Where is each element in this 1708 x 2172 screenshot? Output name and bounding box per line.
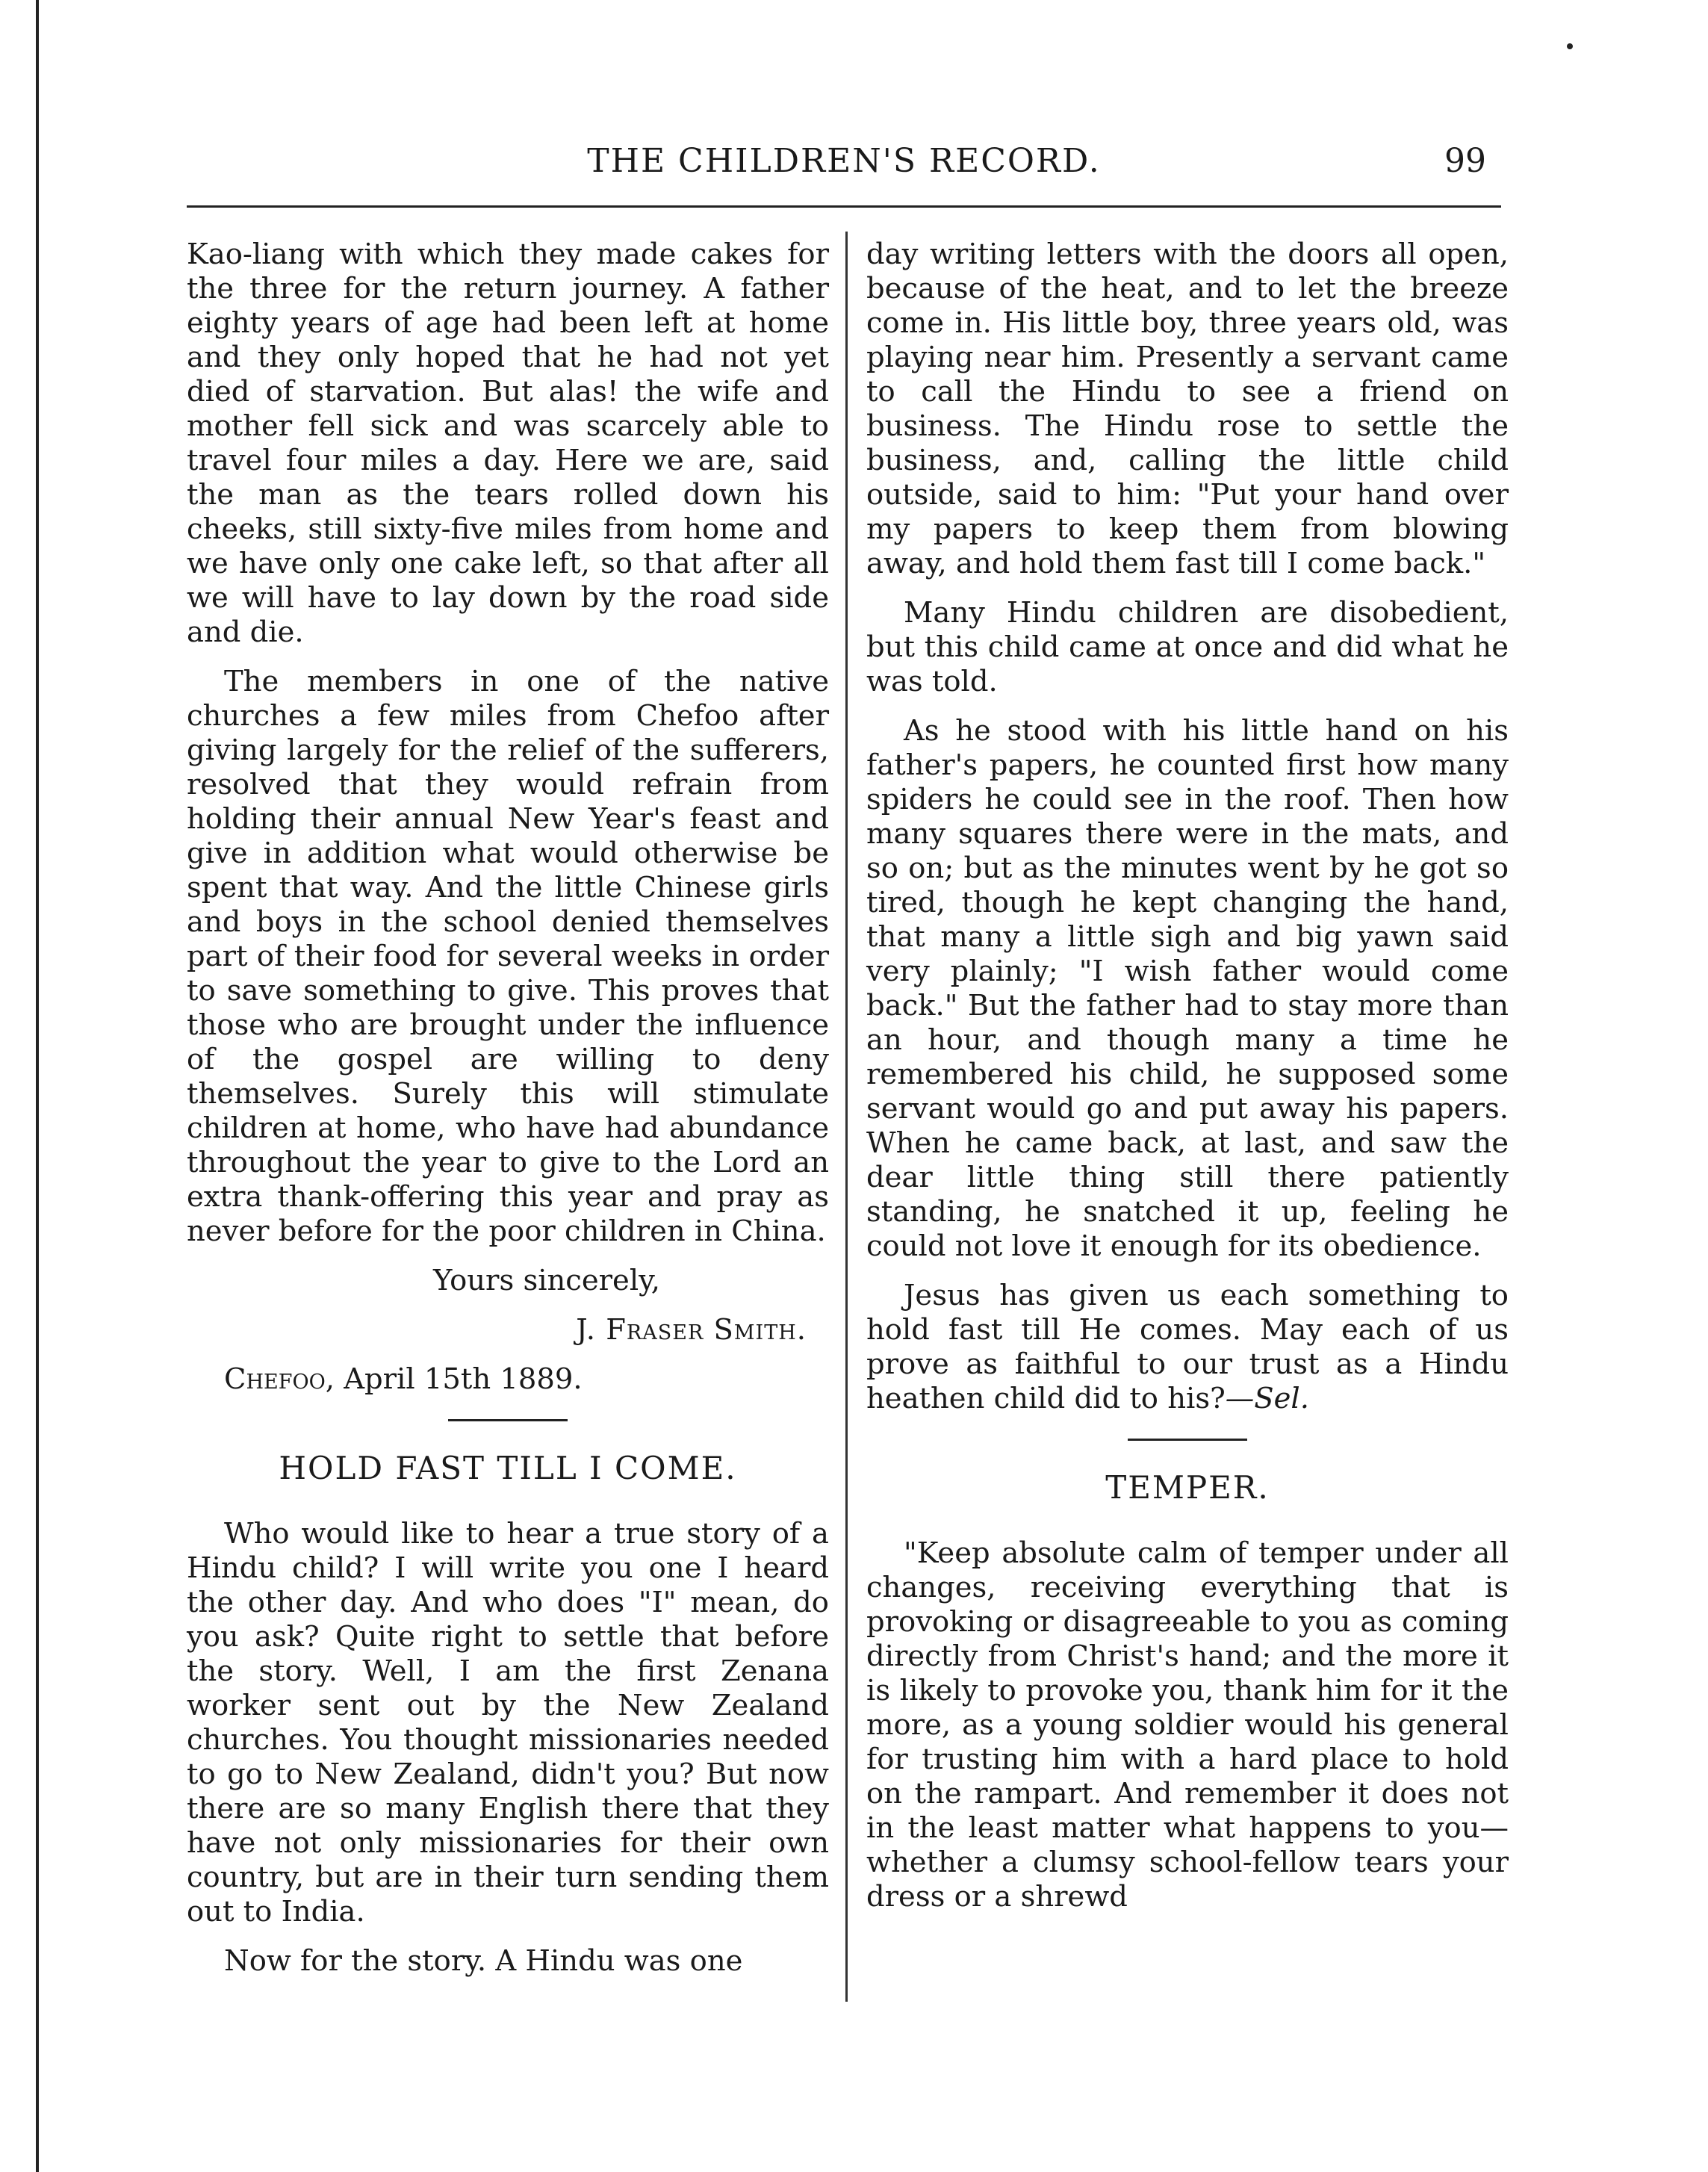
letter-closing: Yours sincerely,	[433, 1264, 661, 1297]
paragraph: Many Hindu children are disobedient, but this child came at once and did what he was told.	[866, 596, 1509, 698]
section-title: HOLD FAST TILL I COME.	[279, 1450, 737, 1486]
running-title: THE CHILDREN'S RECORD.	[587, 142, 1101, 180]
section-rule	[1128, 1439, 1247, 1441]
section-title: TEMPER.	[1105, 1469, 1270, 1506]
paragraph: Kao-liang with which they made cakes for the three for the return journey. A father eighty years of age had been left at home and they only hoped that he had not yet died of starvation. But alas! the wife and mother fell sick and was scarcely able to travel four miles a day. Here we are, said the man as the tears rolled down his cheeks, still sixty-five miles from home and we have only one cake left, so that after all we will have to lay down by the road side and die.	[187, 238, 829, 649]
column-divider	[845, 232, 848, 2002]
paragraph: day writing letters with the doors all open, because of the heat, and to let the breeze come in. His little boy, three years old, was playing near him. Presently a servant came to call the Hindu to see a friend on business. The Hindu rose to settle the business, and, calling the little child outside, said to him: "Put your hand over my papers to keep them from blowing away, and hold them fast till I come back."	[866, 238, 1509, 580]
left-column	[187, 238, 829, 1993]
section-rule	[448, 1419, 568, 1421]
place-name: Chefoo,	[224, 1362, 335, 1396]
paragraph-text: Jesus has given us each something to hold fast till He comes. May each of us prove as faithful to our trust as a Hindu heathen child did to his?	[866, 1279, 1509, 1415]
paragraph	[866, 1279, 1509, 1416]
paragraph: "Keep absolute calm of temper under all changes, receiving everything that is provoking or disagreeable to you as coming directly from Christ's hand; and the more it is likely to provoke you, thank him for it the more, as a young soldier would his general for trusting him with a hard place to hold on the rampart. And remember it does not in the least matter what happens to you—whether a clumsy school-fellow tears your dress or a shrewd	[866, 1536, 1509, 1914]
header-rule	[187, 205, 1501, 208]
paragraph: Now for the story. A Hindu was one	[224, 1944, 743, 1978]
page-header	[187, 142, 1501, 187]
letter-signature: J. Fraser Smith.	[576, 1313, 807, 1347]
right-column	[866, 238, 1509, 1929]
speck-mark	[1567, 43, 1573, 49]
paragraph: As he stood with his little hand on his father's papers, he counted first how many spiders he could see in the roof. Then how many squares there were in the mats, and so on; but as the minutes went by he got so tired, though he kept changing the hand, that many a little sigh and big yawn said very plainly; "I wish father would come back." But the father had to stay more than an hour, and though many a time he remembered his child, he supposed some servant would go and put away his papers. When he came back, at last, and saw the dear little thing still there patiently standing, he snatched it up, feeling he could not love it enough for its obedience.	[866, 714, 1509, 1263]
page-number: 99	[1444, 142, 1486, 180]
date: April 15th 1889.	[334, 1362, 583, 1396]
paragraph: The members in one of the native churches a few miles from Chefoo after giving largely for the relief of the sufferers, resolved that they would refrain from holding their annual New Year's feast and give in addition what would otherwise be spent that way. And the little Chinese girls and boys in the school denied themselves part of their food for several weeks in order to save something to give. This proves that those who are brought under the influence of the gospel are willing to deny themselves. Surely this will stimulate children at home, who have had abundance throughout the year to give to the Lord an extra thank-offering this year and pray as never before for the poor children in China.	[187, 665, 829, 1248]
page-edge-line	[36, 0, 39, 2172]
paragraph: Who would like to hear a true story of a Hindu child? I will write you one I heard the other day. And who does "I" mean, do you ask? Quite right to settle that before the story. Well, I am the first Zenana worker sent out by the New Zealand churches. You thought missionaries needed to go to New Zealand, didn't you? But now there are so many English there that they have not only missionaries for their own country, but are in their turn sending them out to India.	[187, 1517, 829, 1929]
source-credit: —Sel.	[1225, 1382, 1309, 1415]
letter-place-date	[187, 1362, 829, 1397]
